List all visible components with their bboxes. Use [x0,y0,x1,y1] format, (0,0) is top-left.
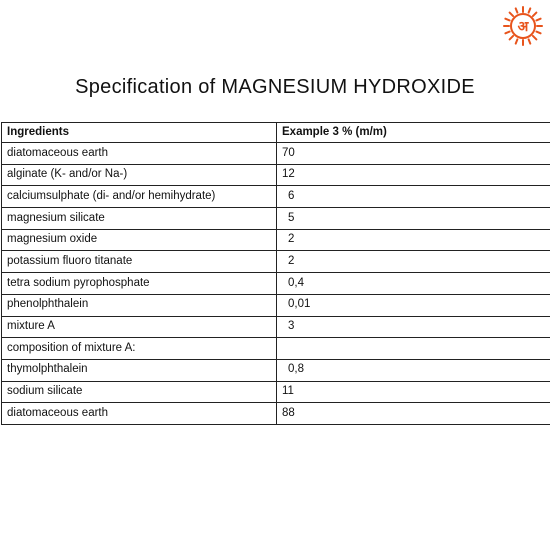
value-cell: 70 [277,143,550,165]
table-row [2,208,550,230]
value-cell: 0,4 [277,273,550,295]
ingredient-cell: sodium silicate [2,381,277,403]
ingredient-cell: potassium fluoro titanate [2,251,277,273]
value-cell [277,338,550,360]
table-row [2,143,550,165]
column-header-example: Example 3 % (m/m) [277,123,550,143]
table-row [2,229,550,251]
table-row [2,316,550,338]
specification-table [1,122,550,425]
table-row [2,273,550,295]
ingredient-cell: composition of mixture A: [2,338,277,360]
ingredient-cell: tetra sodium pyrophosphate [2,273,277,295]
value-cell: 0,01 [277,294,550,316]
table-row [2,186,550,208]
ingredient-cell: thymolphthalein [2,359,277,381]
value-cell: 3 [277,316,550,338]
table-header-row [2,123,550,143]
ingredient-cell: magnesium oxide [2,229,277,251]
value-cell: 2 [277,229,550,251]
table-row [2,294,550,316]
logo-glyph: अ [517,19,529,35]
table-row [2,164,550,186]
table-row [2,381,550,403]
ingredient-cell: phenolphthalein [2,294,277,316]
table-row [2,403,550,425]
ingredient-cell: mixture A [2,316,277,338]
value-cell: 12 [277,164,550,186]
ingredient-cell: diatomaceous earth [2,143,277,165]
page-title: Specification of MAGNESIUM HYDROXIDE [75,76,475,98]
ingredient-cell: alginate (K- and/or Na-) [2,164,277,186]
value-cell: 6 [277,186,550,208]
value-cell: 2 [277,251,550,273]
om-sun-logo-icon [503,6,543,46]
value-cell: 5 [277,208,550,230]
table-row [2,359,550,381]
column-header-ingredients: Ingredients [2,123,277,143]
ingredient-cell: calciumsulphate (di- and/or hemihydrate) [2,186,277,208]
value-cell: 88 [277,403,550,425]
table-row [2,251,550,273]
value-cell: 11 [277,381,550,403]
ingredient-cell: diatomaceous earth [2,403,277,425]
ingredient-cell: magnesium silicate [2,208,277,230]
value-cell: 0,8 [277,359,550,381]
table-row [2,338,550,360]
